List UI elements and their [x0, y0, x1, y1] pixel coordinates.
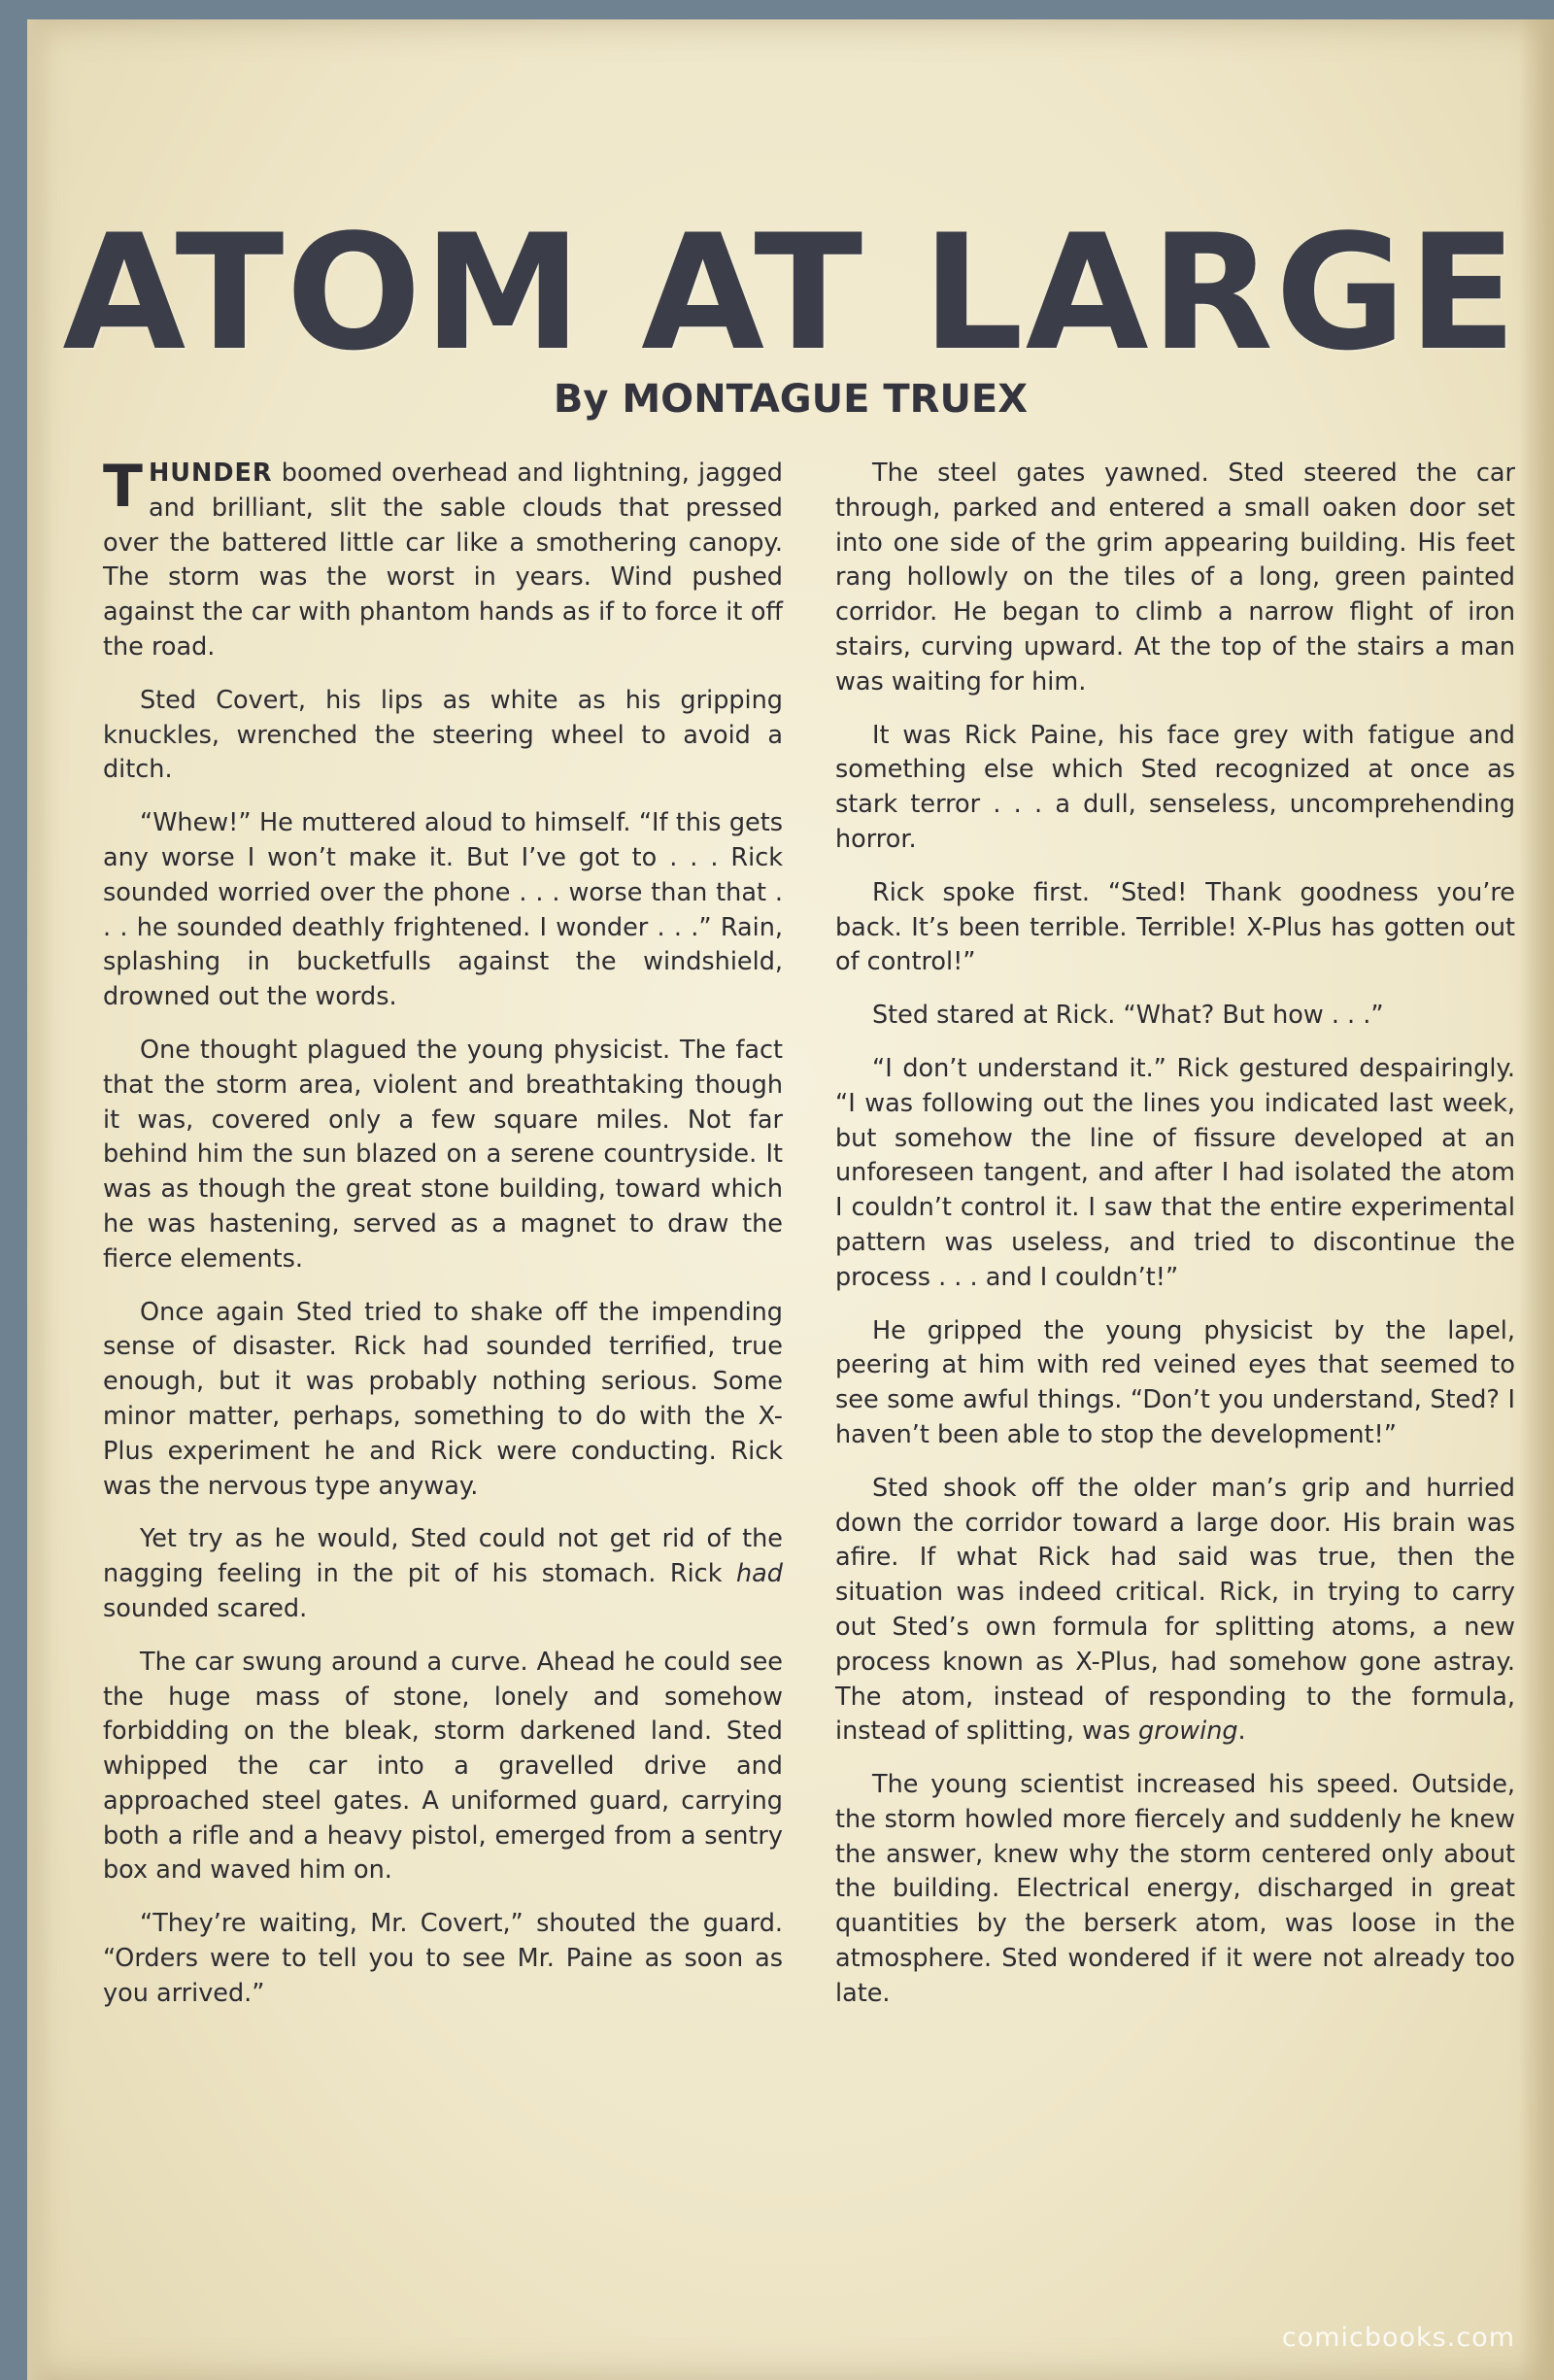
drop-cap: T	[103, 453, 143, 521]
left-text-column	[103, 453, 783, 2030]
paragraph-text: Yet try as he would, Sted could not get rid of the nagging feeling in the pit of his stomach. Rick	[103, 1524, 783, 1589]
paragraph-text: Sted shook off the older man’s grip and hurried down the corridor toward a large door. His brain was afire. If what Rick had said was true, then the situation was indeed critical. Rick, in trying to carry out Sted’s own formula for splitting atoms, a new process known as X-Plus, had somehow gone astray. The atom, instead of responding to the formula, instead of splitting, was	[835, 1473, 1515, 1747]
emphasis-text: growing	[1137, 1717, 1238, 1747]
paragraph: Sted stared at Rick. “What? But how . . .”	[872, 1001, 1384, 1031]
paragraph	[103, 453, 783, 665]
paragraph-text: sounded scared.	[103, 1593, 308, 1623]
paragraph	[103, 1522, 783, 1626]
paragraph: The young scientist increased his speed. Outside, the storm howled more fiercely and suddenly he knew the answer, knew why the storm centered only about the building. Electrical energy, discharged in great quantities by the berserk atom, was loose in the atmosphere. Sted wondered if it were not already too late.	[835, 1770, 1515, 2008]
emphasis-text: had	[736, 1559, 783, 1589]
right-text-column	[835, 457, 1515, 2030]
paragraph: Once again Sted tried to shake off the impending sense of disaster. Rick had sounded terrified, true enough, but it was probably nothing serious. Some minor matter, perhaps, something to do with the X-Plus experiment he and Rick were conducting. Rick was the nervous type anyway.	[103, 1297, 783, 1501]
site-watermark: comicbooks.com	[1281, 2323, 1515, 2353]
paragraph: It was Rick Paine, his face grey with fatigue and something else which Sted recognized at once as stark terror . . . a dull, senseless, uncomprehending horror.	[835, 720, 1515, 854]
paragraph-text: .	[1237, 1717, 1246, 1747]
paragraph: “Whew!” He muttered aloud to himself. “If this gets any worse I won’t make it. But I’ve got to . . . Rick sounded worried over the phone . . . worse than that . . . he sounded deathly frightened. I wonder . . .” Rain, splashing in bucketfulls against the windshield, drowned out the words.	[103, 808, 783, 1012]
paragraph: The car swung around a curve. Ahead he could see the huge mass of stone, lonely and somehow forbidding on the bleak, storm darkened land. Sted whipped the car into a gravelled drive and approached steel gates. A uniformed guard, carrying both a rifle and a heavy pistol, emerged from a sentry box and waved him on.	[103, 1647, 783, 1886]
magazine-page	[27, 19, 1554, 2380]
story-byline: By MONTAGUE TRUEX	[553, 377, 1029, 422]
paragraph: One thought plagued the young physicist. The fact that the storm area, violent and breathtaking though it was, covered only a few square miles. Not far behind him the sun blazed on a serene countryside. It was as though the great stone building, toward which he was hastening, served as a magnet to draw the fierce elements.	[103, 1035, 783, 1274]
paragraph: He gripped the young physicist by the lapel, peering at him with red veined eyes that seemed to see some awful things. “Don’t you understand, Sted? I haven’t been able to stop the development!”	[835, 1315, 1515, 1449]
paragraph	[835, 1472, 1515, 1750]
lead-word: HUNDER	[148, 459, 273, 488]
paragraph-text: boomed overhead and lightning, jagged and brilliant, slit the sable clouds that pressed over the battered little car like a smothering canopy. The storm was the worst in years. Wind pushed against the car with phantom hands as if to force it off the road.	[103, 459, 783, 662]
paragraph: Sted Covert, his lips as white as his gripping knuckles, wrenched the steering wheel to avoid a ditch.	[103, 685, 783, 785]
paragraph: The steel gates yawned. Sted steered the car through, parked and entered a small oaken door set into one side of the grim appearing building. His feet rang hollowly on the tiles of a long, green painted corridor. He began to climb a narrow flight of iron stairs, curving upward. At the top of the stairs a man was waiting for him.	[835, 459, 1515, 697]
paragraph: Rick spoke first. “Sted! Thank goodness you’re back. It’s been terrible. Terrible! X-Plus has gotten out of control!”	[835, 877, 1515, 977]
paragraph: “They’re waiting, Mr. Covert,” shouted the guard. “Orders were to tell you to see Mr. Paine as soon as you arrived.”	[103, 1909, 783, 2008]
story-title: ATOM AT LARGE	[62, 200, 1519, 386]
paragraph: “I don’t understand it.” Rick gestured despairingly. “I was following out the lines you indicated last week, but somehow the line of fissure developed at an unforeseen tangent, and after I had isolated the atom I couldn’t control it. I saw that the entire experimental pattern was useless, and tried to discontinue the process . . . and I couldn’t!”	[835, 1053, 1515, 1292]
